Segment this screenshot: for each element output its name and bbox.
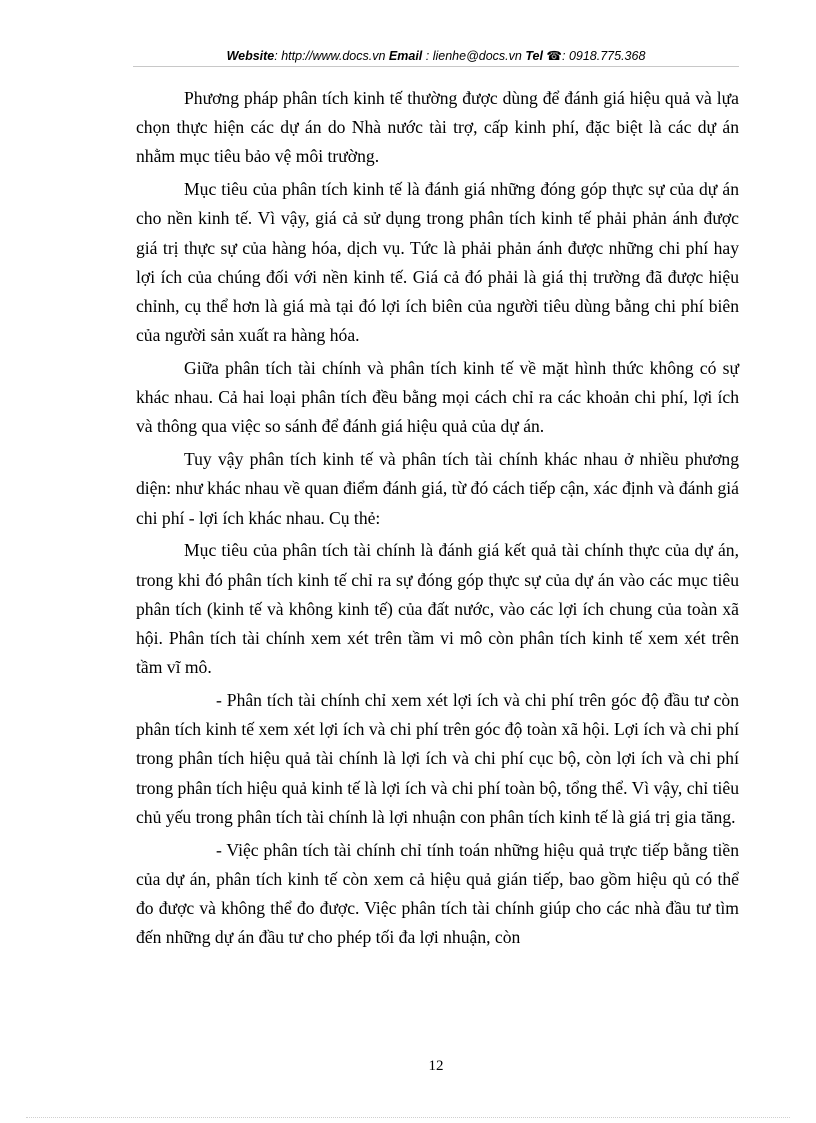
- tel-value: : 0918.775.368: [562, 49, 646, 63]
- page-number: 12: [428, 1058, 444, 1074]
- bullet-paragraph: - Phân tích tài chính chỉ xem xét lợi ích và chi phí trên góc độ đầu tư còn phân tích kinh tế xem xét lợi ích và chi phí trên góc độ toàn xã hội. Lợi ích và chi phí trong phân tích hiệu quả tài chính là lợi ích và chi phí cục bộ, còn lợi ích và chi phí trong phân tích hiệu quả kinh tế là lợi ích và chi phí toàn bộ, tổng thể. Vì vậy, chỉ tiêu chủ yếu trong phân tích tài chính là lợi nhuận con phân tích kinh tế là giá trị gia tăng.: [136, 690, 739, 827]
- website-label: Website: [226, 49, 275, 63]
- page-header: [133, 48, 739, 64]
- paragraph: Mục tiêu của phân tích kinh tế là đánh giá những đóng góp thực sự của dự án cho nền kinh tế. Vì vậy, giá cả sử dụng trong phân tích kinh tế phải phản ánh được giá trị thực sự của hàng hóa, dịch vụ. Tức là phải phản ánh được những chi phí hay lợi ích của chúng đối với nền kinh tế. Giá cả đó phải là giá thị trường đã được hiệu chỉnh, cụ thể hơn là giá mà tại đó lợi ích biên của người tiêu dùng bằng chi phí biên của người sản xuất ra hàng hóa.: [136, 179, 739, 346]
- email-label: Email: [388, 49, 423, 63]
- phone-icon: ☎: [546, 49, 562, 63]
- paragraph: Mục tiêu của phân tích tài chính là đánh giá kết quả tài chính thực của dự án, trong khi đó phân tích kinh tế chỉ ra sự đóng góp thực sự của dự án vào các mục tiêu phân tích (kinh tế và không kinh tế) của đất nước, vào các lợi ích chung của toàn xã hội. Phân tích tài chính xem xét trên tầm vi mô còn phân tích kinh tế xem xét trên tầm vĩ mô.: [136, 540, 739, 678]
- paragraph: Tuy vậy phân tích kinh tế và phân tích tài chính khác nhau ở nhiều phương diện: như khác nhau về quan điểm đánh giá, từ đó cách tiếp cận, xác định và đánh giá chi phí - lợi ích khác nhau. Cụ thẻ:: [136, 449, 739, 528]
- paragraph: Phương pháp phân tích kinh tế thường được dùng để đánh giá hiệu quả và lựa chọn thực hiện các dự án do Nhà nước tài trợ, cấp kinh phí, đặc biệt là các dự án nhằm mục tiêu bảo vệ môi trường.: [136, 88, 739, 167]
- website-value: : http://www.docs.vn: [274, 49, 386, 63]
- document-body: [136, 84, 739, 956]
- email-value: : lienhe@docs.vn: [425, 49, 522, 63]
- paragraph: Giữa phân tích tài chính và phân tích kinh tế về mặt hình thức không có sự khác nhau. Cả hai loại phân tích đều bằng mọi cách chỉ ra các khoản chi phí, lợi ích và thông qua việc so sánh để đánh giá hiệu quả của dự án.: [136, 358, 739, 437]
- bullet-paragraph: - Việc phân tích tài chính chỉ tính toán những hiệu quả trực tiếp bằng tiền của dự án, phân tích kinh tế còn xem cả hiệu quả gián tiếp, bao gồm hiệu qủ có thể đo được và không thể đo được. Việc phân tích tài chính giúp cho các nhà đầu tư tìm đến những dự án đầu tư cho phép tối đa lợi nhuận, còn: [136, 839, 739, 948]
- tel-label: Tel: [525, 49, 543, 63]
- footer-divider: [26, 1117, 790, 1118]
- header-divider: [133, 66, 739, 67]
